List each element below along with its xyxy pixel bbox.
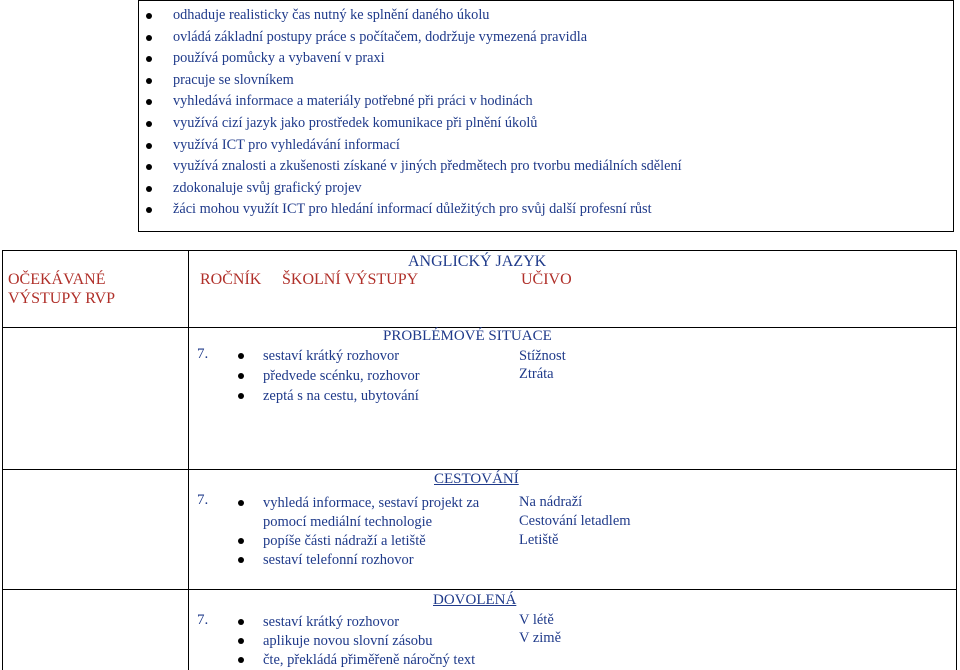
grade-label: 7. — [197, 346, 209, 362]
list-item-continuation: pomocí mediální technologie — [263, 514, 433, 530]
section-title: PROBLÉMOVÉ SITUACE — [383, 328, 552, 344]
bullet-icon — [238, 619, 244, 625]
table-border — [2, 589, 956, 590]
bullet-icon — [238, 393, 244, 399]
list-item: zdokonaluje svůj grafický projev — [146, 178, 682, 200]
list-item: využívá znalosti a zkušenosti získané v jiných předmětech pro tvorbu mediálních sdělení — [146, 156, 682, 178]
table-border — [2, 250, 3, 670]
content-item: Ztráta — [519, 366, 554, 382]
list-item: ovládá základní postupy práce s počítačem, dodržuje vymezená pravidla — [146, 27, 682, 49]
subject-title: ANGLICKÝ JAZYK — [408, 253, 547, 270]
list-item: sestaví krátký rozhovor — [238, 612, 399, 632]
content-item: Stížnost — [519, 348, 566, 364]
list-item: vyhledá informace, sestaví projekt za — [238, 493, 479, 513]
bullet-icon — [238, 557, 244, 563]
bullet-icon — [238, 657, 244, 663]
table-border — [188, 250, 189, 670]
list-item: využívá ICT pro vyhledávání informací — [146, 135, 682, 157]
list-item: předvede scénku, rozhovor — [238, 366, 420, 386]
table-border — [2, 469, 956, 470]
list-item: používá pomůcky a vybavení v praxi — [146, 48, 682, 70]
list-item: využívá cizí jazyk jako prostředek komunikace při plnění úkolů — [146, 113, 682, 135]
content-item: Cestování letadlem — [519, 513, 631, 529]
grade-label: 7. — [197, 492, 209, 508]
column-header-content: UČIVO — [521, 271, 572, 288]
list-item: odhaduje realisticky čas nutný ke splnění daného úkolu — [146, 5, 682, 27]
list-item: čte, překládá přiměřeně náročný text — [238, 650, 475, 670]
content-item: Letiště — [519, 532, 559, 548]
table-border — [2, 250, 956, 251]
list-item: aplikuje novou slovní zásobu — [238, 631, 433, 651]
section-title: CESTOVÁNÍ — [434, 471, 519, 487]
list-item: pracuje se slovníkem — [146, 70, 682, 92]
column-header-grade: ROČNÍK — [200, 271, 262, 288]
content-item: V létě — [519, 612, 554, 628]
list-item: vyhledává informace a materiály potřebné při práci v hodinách — [146, 91, 682, 113]
bullet-icon — [238, 638, 244, 644]
section-title: DOVOLENÁ — [433, 592, 517, 608]
list-item: zeptá s na cestu, ubytování — [238, 386, 419, 406]
competency-list — [146, 5, 682, 221]
column-header-rvp: OČEKÁVANÉ VÝSTUPY RVP — [8, 271, 116, 307]
list-item: popíše části nádraží a letiště — [238, 531, 426, 551]
bullet-icon — [238, 500, 244, 506]
content-item: Na nádraží — [519, 494, 583, 510]
bullet-icon — [238, 538, 244, 544]
list-item: sestaví telefonní rozhovor — [238, 550, 414, 570]
table-border — [956, 250, 957, 670]
bullet-icon — [238, 353, 244, 359]
grade-label: 7. — [197, 612, 209, 628]
content-item: V zimě — [519, 630, 562, 646]
list-item: žáci mohou využít ICT pro hledání informací důležitých pro svůj další profesní růst — [146, 199, 682, 221]
list-item: sestaví krátký rozhovor — [238, 346, 399, 366]
bullet-icon — [238, 373, 244, 379]
column-header-outputs: ŠKOLNÍ VÝSTUPY — [282, 271, 419, 288]
